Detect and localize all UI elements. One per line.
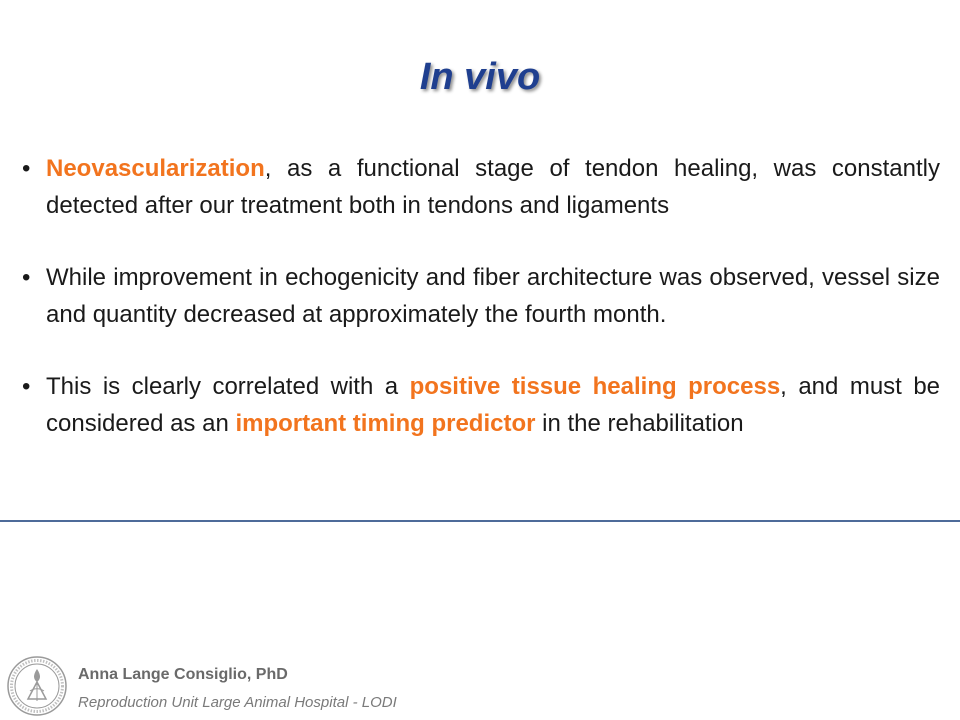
bullet-2-text: While improvement in echogenicity and fiber architecture was observed, vessel size and quantity decreased at approximately the fourth month. xyxy=(46,264,940,328)
author-name: Anna Lange Consiglio xyxy=(78,666,247,683)
bullet-3-text-start: This is clearly correlated with a xyxy=(46,373,410,400)
highlight-timing-predictor: important timing predictor xyxy=(235,410,536,437)
bullet-item-1 xyxy=(22,150,940,224)
highlight-healing-process: positive tissue healing process xyxy=(409,373,781,400)
bullet-dot: • xyxy=(22,373,31,400)
author-degree: PhD xyxy=(255,666,288,683)
bullet-list xyxy=(22,150,940,477)
bullet-item-2 xyxy=(22,259,940,333)
unit-line: Reproduction Unit Large Animal Hospital - LODI xyxy=(78,694,397,711)
slide-title: In vivo xyxy=(419,56,541,98)
author-line xyxy=(78,666,288,684)
bullet-dot: • xyxy=(22,155,31,182)
author-separator: , xyxy=(246,666,252,683)
divider-line xyxy=(0,520,960,522)
bullet-item-3 xyxy=(22,368,940,442)
bullet-dot: • xyxy=(22,264,31,291)
highlight-neovascularization: Neovascularization xyxy=(46,155,265,182)
bullet-1-text: , as a functional stage of tendon healing, was constantly detected after our treatment both in tendons and ligaments xyxy=(46,155,940,219)
university-seal-icon xyxy=(6,655,68,717)
bullet-3-text-end: in the rehabilitation xyxy=(535,410,744,437)
bullet-3-text-middle: , and must be considered as an xyxy=(46,373,941,437)
